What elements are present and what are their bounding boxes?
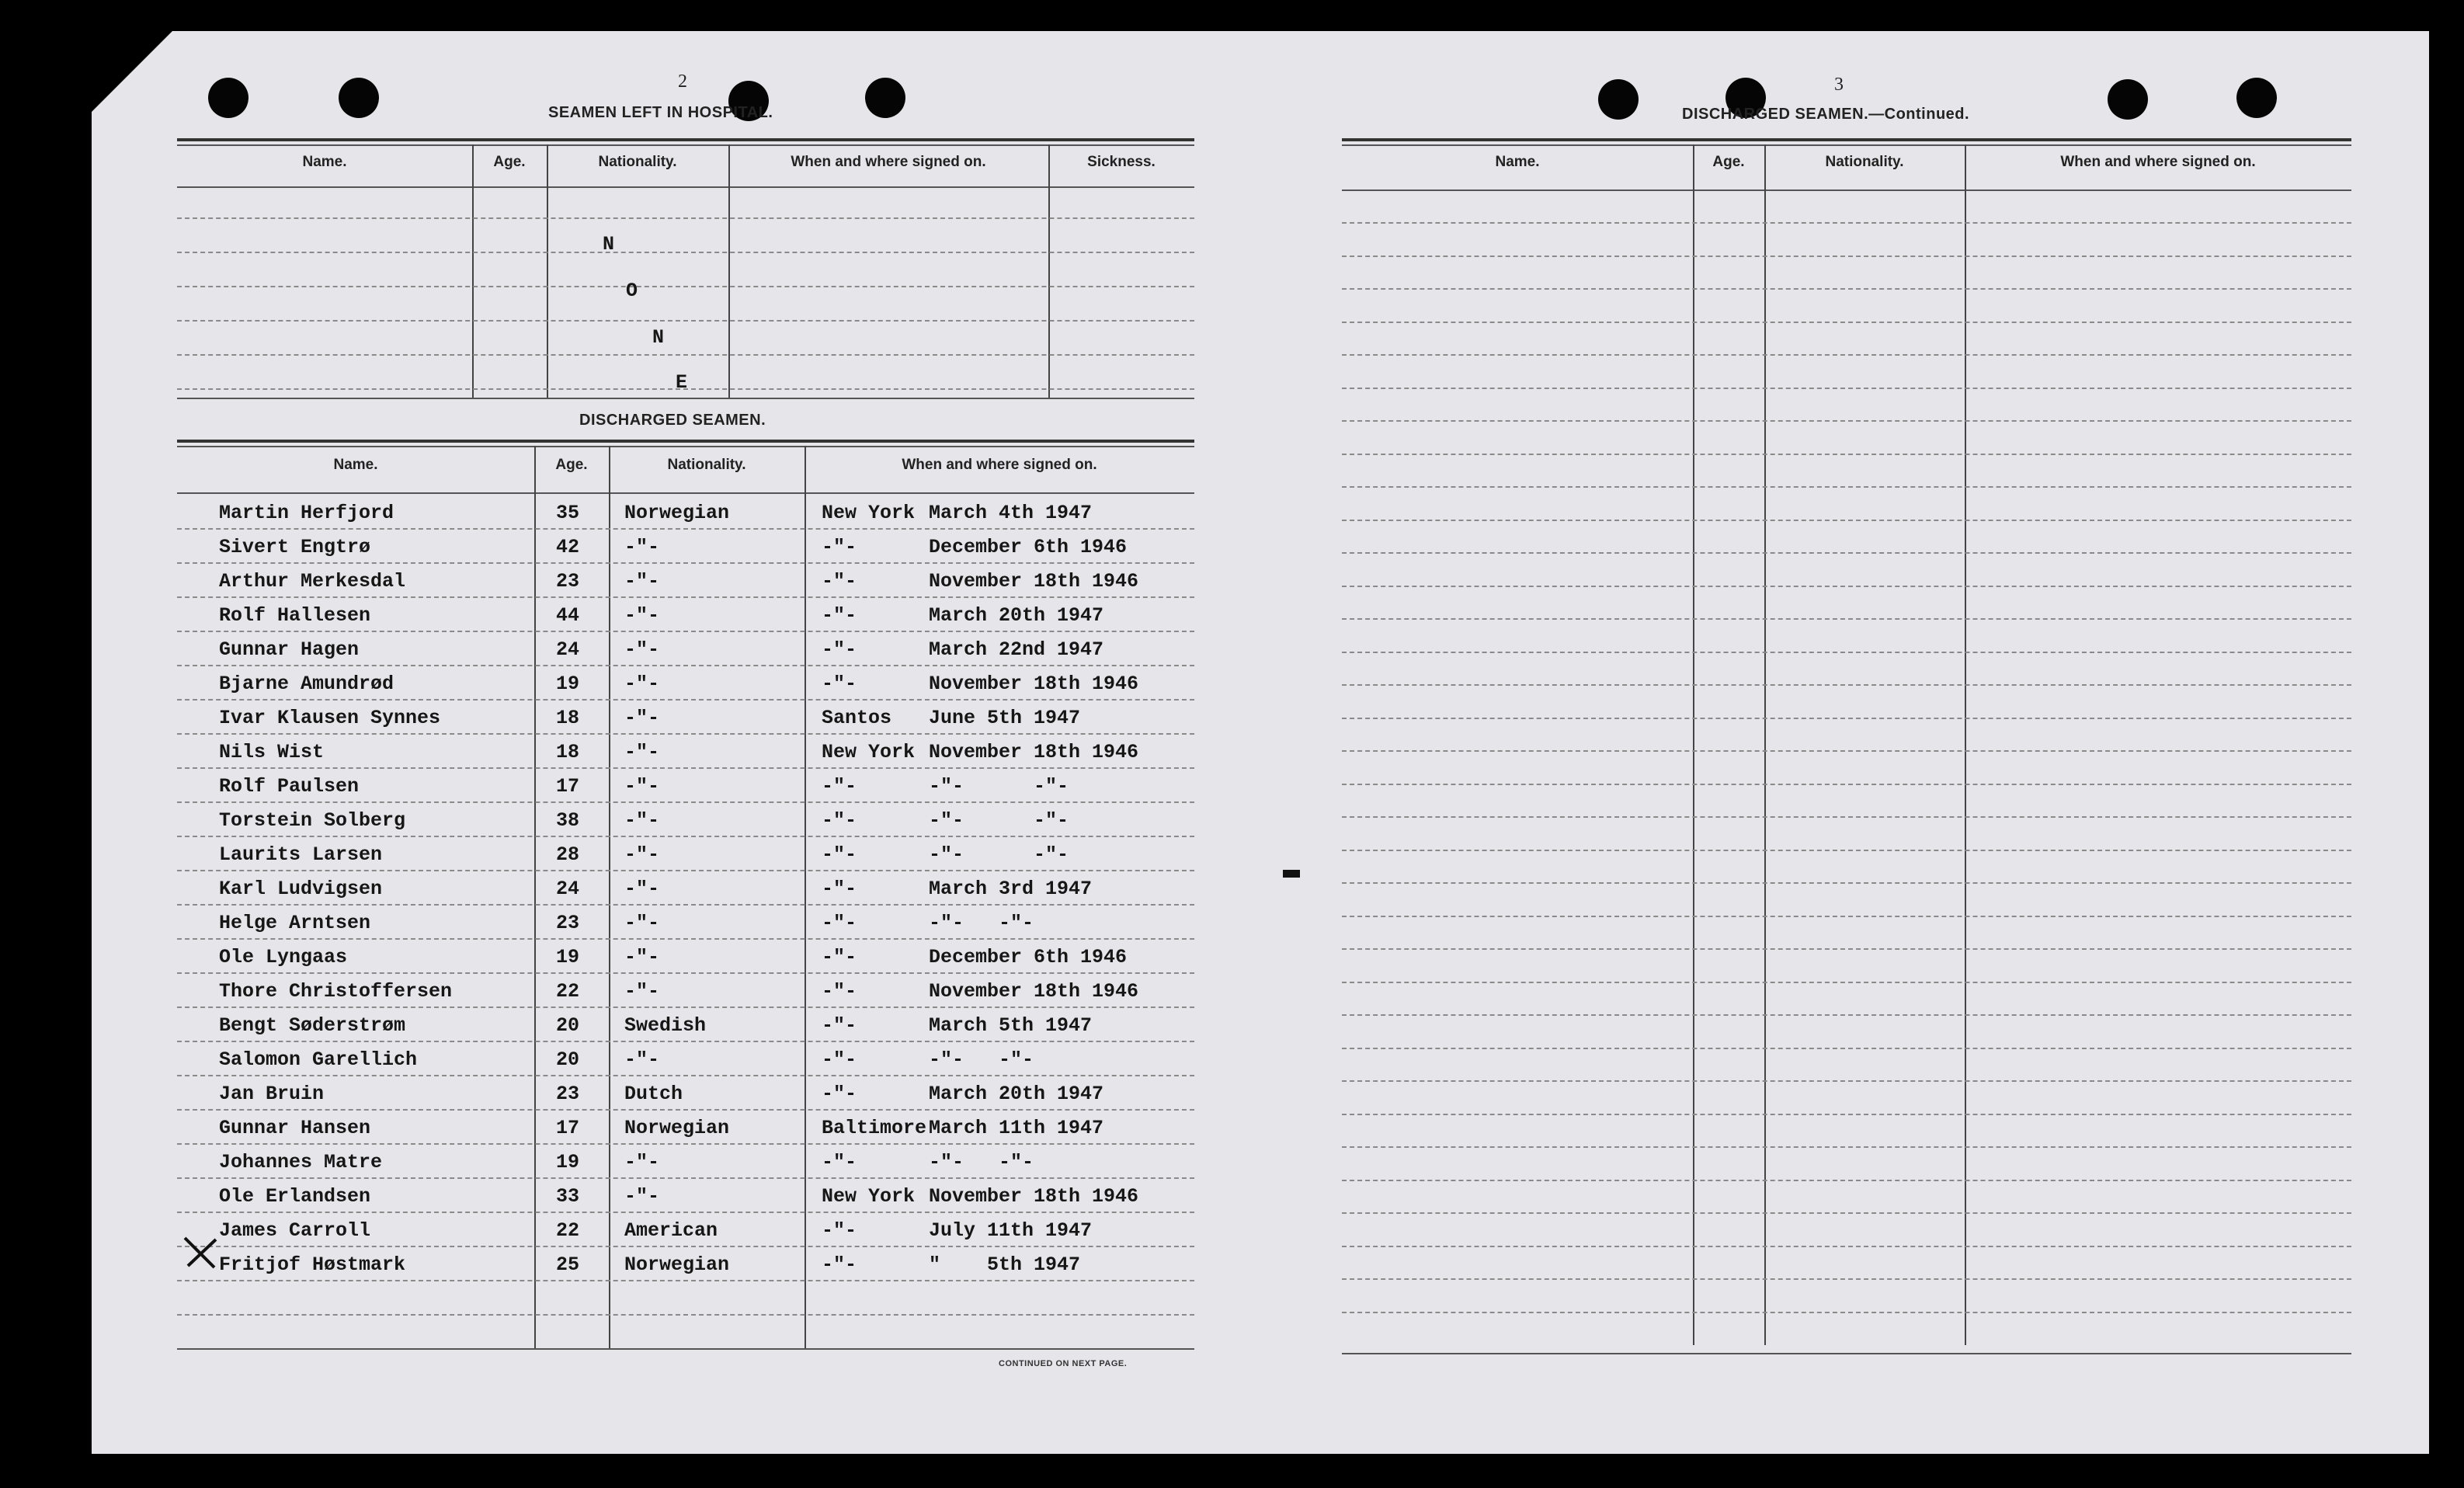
row-rule (177, 1177, 1194, 1179)
row-rule (177, 699, 1194, 701)
signed-on-date: -"- -"- (929, 1048, 1034, 1071)
seaman-name: Martin Herfjord (219, 502, 394, 524)
row-rule (177, 870, 1194, 871)
signed-on-place: New York (822, 1185, 916, 1208)
seaman-nationality: -"- (624, 741, 660, 763)
signed-on-place: New York (822, 502, 916, 524)
row-rule (1342, 454, 2351, 455)
row-rule (1342, 586, 2351, 587)
seaman-name: Bengt Søderstrøm (219, 1014, 406, 1037)
row-rule (1342, 1114, 2351, 1115)
row-rule (177, 1006, 1194, 1008)
seaman-nationality: Dutch (624, 1083, 683, 1105)
signed-on-date: March 22nd 1947 (929, 638, 1104, 661)
signed-on-date: -"- -"- (929, 912, 1034, 934)
seaman-age: 23 (556, 570, 580, 593)
seaman-nationality: -"- (624, 775, 660, 798)
row-rule (1342, 784, 2351, 785)
signed-on-place: -"- (822, 843, 857, 866)
signed-on-date: March 11th 1947 (929, 1117, 1104, 1139)
row-rule (177, 938, 1194, 940)
row-rule (1342, 1312, 2351, 1313)
seaman-nationality: American (624, 1219, 718, 1242)
punch-hole (339, 78, 379, 118)
continued-section-title: DISCHARGED SEAMEN.—Continued. (1682, 106, 1970, 123)
row-rule (1342, 552, 2351, 554)
signed-on-date: November 18th 1946 (929, 980, 1139, 1003)
seaman-nationality: -"- (624, 604, 660, 627)
signed-on-date: March 20th 1947 (929, 1083, 1104, 1105)
signed-on-date: -"- -"- (929, 843, 1069, 866)
signed-on-date: November 18th 1946 (929, 1185, 1139, 1208)
signed-on-place: -"- (822, 912, 857, 934)
seaman-nationality: -"- (624, 673, 660, 695)
row-rule (177, 631, 1194, 632)
row-rule (1342, 916, 2351, 917)
folded-corner (90, 30, 174, 113)
signed-on-date: March 5th 1947 (929, 1014, 1093, 1037)
signed-on-place: -"- (822, 1048, 857, 1071)
continued-footer: CONTINUED ON NEXT PAGE. (999, 1359, 1128, 1368)
signed-on-date: November 18th 1946 (929, 741, 1139, 763)
row-rule (1342, 718, 2351, 719)
discharged-section-title: DISCHARGED SEAMEN. (579, 412, 766, 429)
seaman-name: Torstein Solberg (219, 809, 406, 832)
discharged-col-nationality: Nationality. (667, 457, 746, 473)
seaman-nationality: -"- (624, 570, 660, 593)
seaman-age: 18 (556, 707, 580, 729)
row-rule (1342, 1048, 2351, 1049)
seaman-age: 35 (556, 502, 580, 524)
seaman-age: 33 (556, 1185, 580, 1208)
row-rule (1342, 388, 2351, 389)
hospital-col-name: Name. (302, 154, 347, 170)
row-rule (177, 972, 1194, 974)
document-sheet (92, 31, 2429, 1454)
seaman-nationality: -"- (624, 946, 660, 968)
row-rule (1342, 618, 2351, 620)
seaman-name: Arthur Merkesdal (219, 570, 406, 593)
row-rule (177, 767, 1194, 769)
right-col-nationality: Nationality. (1825, 154, 1904, 170)
row-rule (1342, 486, 2351, 488)
row-rule (177, 1246, 1194, 1247)
seaman-age: 24 (556, 878, 580, 900)
row-rule (177, 801, 1194, 803)
seaman-age: 20 (556, 1048, 580, 1071)
row-rule (1342, 1014, 2351, 1016)
signed-on-place: Santos (822, 707, 892, 729)
seaman-name: Gunnar Hansen (219, 1117, 371, 1139)
row-rule (177, 1109, 1194, 1111)
row-rule (177, 286, 1194, 287)
right-col-name: Name. (1495, 154, 1540, 170)
signed-on-date: " 5th 1947 (929, 1253, 1081, 1276)
seaman-name: Salomon Garellich (219, 1048, 418, 1071)
handwritten-x-mark (180, 1235, 224, 1274)
signed-on-place: -"- (822, 946, 857, 968)
seaman-nationality: -"- (624, 707, 660, 729)
seaman-age: 23 (556, 1083, 580, 1105)
signed-on-date: June 5th 1947 (929, 707, 1081, 729)
signed-on-date: December 6th 1946 (929, 536, 1128, 558)
seaman-name: Nils Wist (219, 741, 325, 763)
seaman-name: Ivar Klausen Synnes (219, 707, 441, 729)
signed-on-date: November 18th 1946 (929, 673, 1139, 695)
punch-hole (208, 78, 248, 118)
seaman-nationality: -"- (624, 638, 660, 661)
seaman-nationality: -"- (624, 1185, 660, 1208)
row-rule (1342, 1246, 2351, 1247)
seaman-nationality: -"- (624, 536, 660, 558)
row-rule (177, 1075, 1194, 1076)
signed-on-place: -"- (822, 1253, 857, 1276)
seaman-name: Laurits Larsen (219, 843, 383, 866)
seaman-age: 42 (556, 536, 580, 558)
row-rule (177, 217, 1194, 219)
row-rule (1342, 882, 2351, 884)
seaman-age: 20 (556, 1014, 580, 1037)
seaman-name: Sivert Engtrø (219, 536, 371, 558)
row-rule (177, 1041, 1194, 1042)
seaman-nationality: -"- (624, 912, 660, 934)
punch-hole (2236, 78, 2277, 118)
row-rule (1342, 520, 2351, 521)
seaman-age: 17 (556, 775, 580, 798)
seaman-age: 28 (556, 843, 580, 866)
seaman-name: Ole Lyngaas (219, 946, 348, 968)
hospital-col-signed-on: When and where signed on. (791, 154, 986, 170)
none-letter: N (652, 326, 665, 349)
seaman-age: 18 (556, 741, 580, 763)
page-number-left: 2 (678, 71, 687, 92)
punch-hole (2108, 79, 2148, 120)
hospital-col-nationality: Nationality. (598, 154, 677, 170)
row-rule (177, 665, 1194, 666)
row-rule (177, 1212, 1194, 1213)
row-rule (1342, 850, 2351, 851)
signed-on-place: Baltimore (822, 1117, 927, 1139)
row-rule (1342, 750, 2351, 752)
right-col-age: Age. (1712, 154, 1745, 170)
signed-on-place: -"- (822, 1219, 857, 1242)
seaman-name: James Carroll (219, 1219, 371, 1242)
hospital-col-sickness: Sickness. (1087, 154, 1156, 170)
row-rule (1342, 420, 2351, 422)
seaman-age: 38 (556, 809, 580, 832)
seaman-nationality: -"- (624, 843, 660, 866)
row-rule (177, 836, 1194, 837)
seaman-age: 44 (556, 604, 580, 627)
seaman-name: Bjarne Amundrød (219, 673, 394, 695)
seaman-name: Jan Bruin (219, 1083, 325, 1105)
hospital-col-age: Age. (493, 154, 526, 170)
seaman-name: Fritjof Høstmark (219, 1253, 406, 1276)
page-number-right: 3 (1834, 75, 1844, 95)
row-rule (177, 1314, 1194, 1316)
signed-on-place: -"- (822, 878, 857, 900)
row-rule (1342, 1146, 2351, 1148)
punch-hole (1598, 79, 1639, 120)
signed-on-date: December 6th 1946 (929, 946, 1128, 968)
signed-on-place: -"- (822, 570, 857, 593)
signed-on-place: -"- (822, 638, 857, 661)
signed-on-place: -"- (822, 1014, 857, 1037)
seaman-nationality: -"- (624, 1048, 660, 1071)
row-rule (1342, 288, 2351, 290)
row-rule (177, 904, 1194, 906)
row-rule (1342, 652, 2351, 653)
seaman-name: Gunnar Hagen (219, 638, 360, 661)
row-rule (1342, 322, 2351, 323)
discharged-col-age: Age. (555, 457, 588, 473)
seaman-age: 25 (556, 1253, 580, 1276)
row-rule (1342, 256, 2351, 257)
punch-hole (865, 78, 905, 118)
seaman-age: 22 (556, 980, 580, 1003)
seaman-age: 19 (556, 673, 580, 695)
row-rule (1342, 982, 2351, 983)
seaman-nationality: Norwegian (624, 1253, 730, 1276)
row-rule (177, 354, 1194, 356)
row-rule (1342, 816, 2351, 818)
row-rule (1342, 1080, 2351, 1082)
row-rule (177, 562, 1194, 564)
seaman-name: Rolf Hallesen (219, 604, 371, 627)
signed-on-date: -"- -"- (929, 775, 1069, 798)
seaman-nationality: -"- (624, 809, 660, 832)
signed-on-place: -"- (822, 1083, 857, 1105)
seaman-nationality: -"- (624, 1151, 660, 1173)
seaman-age: 19 (556, 1151, 580, 1173)
row-rule (177, 528, 1194, 530)
row-rule (177, 1143, 1194, 1145)
signed-on-place: -"- (822, 809, 857, 832)
seaman-age: 17 (556, 1117, 580, 1139)
seaman-name: Karl Ludvigsen (219, 878, 383, 900)
signed-on-place: -"- (822, 980, 857, 1003)
seaman-name: Ole Erlandsen (219, 1185, 371, 1208)
signed-on-place: -"- (822, 536, 857, 558)
signed-on-date: March 4th 1947 (929, 502, 1093, 524)
signed-on-place: -"- (822, 1151, 857, 1173)
seaman-age: 22 (556, 1219, 580, 1242)
row-rule (1342, 1278, 2351, 1280)
none-letter: E (676, 371, 688, 394)
seaman-age: 19 (556, 946, 580, 968)
row-rule (177, 1280, 1194, 1281)
seaman-name: Johannes Matre (219, 1151, 383, 1173)
right-col-signed-on: When and where signed on. (2060, 154, 2256, 170)
row-rule (1342, 684, 2351, 686)
row-rule (177, 320, 1194, 322)
row-rule (1342, 222, 2351, 224)
seaman-nationality: -"- (624, 878, 660, 900)
discharged-col-signed-on: When and where signed on. (902, 457, 1097, 473)
signed-on-place: -"- (822, 775, 857, 798)
signed-on-place: New York (822, 741, 916, 763)
row-rule (1342, 1180, 2351, 1181)
seaman-name: Rolf Paulsen (219, 775, 360, 798)
discharged-col-name: Name. (333, 457, 378, 473)
row-rule (177, 252, 1194, 253)
seaman-age: 23 (556, 912, 580, 934)
seaman-nationality: Norwegian (624, 502, 730, 524)
signed-on-place: -"- (822, 604, 857, 627)
seaman-nationality: Norwegian (624, 1117, 730, 1139)
signed-on-date: -"- -"- (929, 809, 1069, 832)
row-rule (177, 733, 1194, 735)
none-letter: O (626, 280, 638, 302)
hospital-section-title: SEAMEN LEFT IN HOSPITAL. (548, 104, 773, 121)
signed-on-date: -"- -"- (929, 1151, 1034, 1173)
center-marker (1283, 870, 1300, 878)
row-rule (1342, 1212, 2351, 1214)
seaman-name: Thore Christoffersen (219, 980, 453, 1003)
signed-on-date: March 20th 1947 (929, 604, 1104, 627)
row-rule (1342, 354, 2351, 356)
signed-on-date: July 11th 1947 (929, 1219, 1093, 1242)
none-letter: N (603, 233, 615, 256)
row-rule (177, 596, 1194, 598)
seaman-age: 24 (556, 638, 580, 661)
row-rule (1342, 948, 2351, 950)
signed-on-date: November 18th 1946 (929, 570, 1139, 593)
seaman-name: Helge Arntsen (219, 912, 371, 934)
seaman-nationality: -"- (624, 980, 660, 1003)
seaman-nationality: Swedish (624, 1014, 707, 1037)
signed-on-date: March 3rd 1947 (929, 878, 1093, 900)
signed-on-place: -"- (822, 673, 857, 695)
